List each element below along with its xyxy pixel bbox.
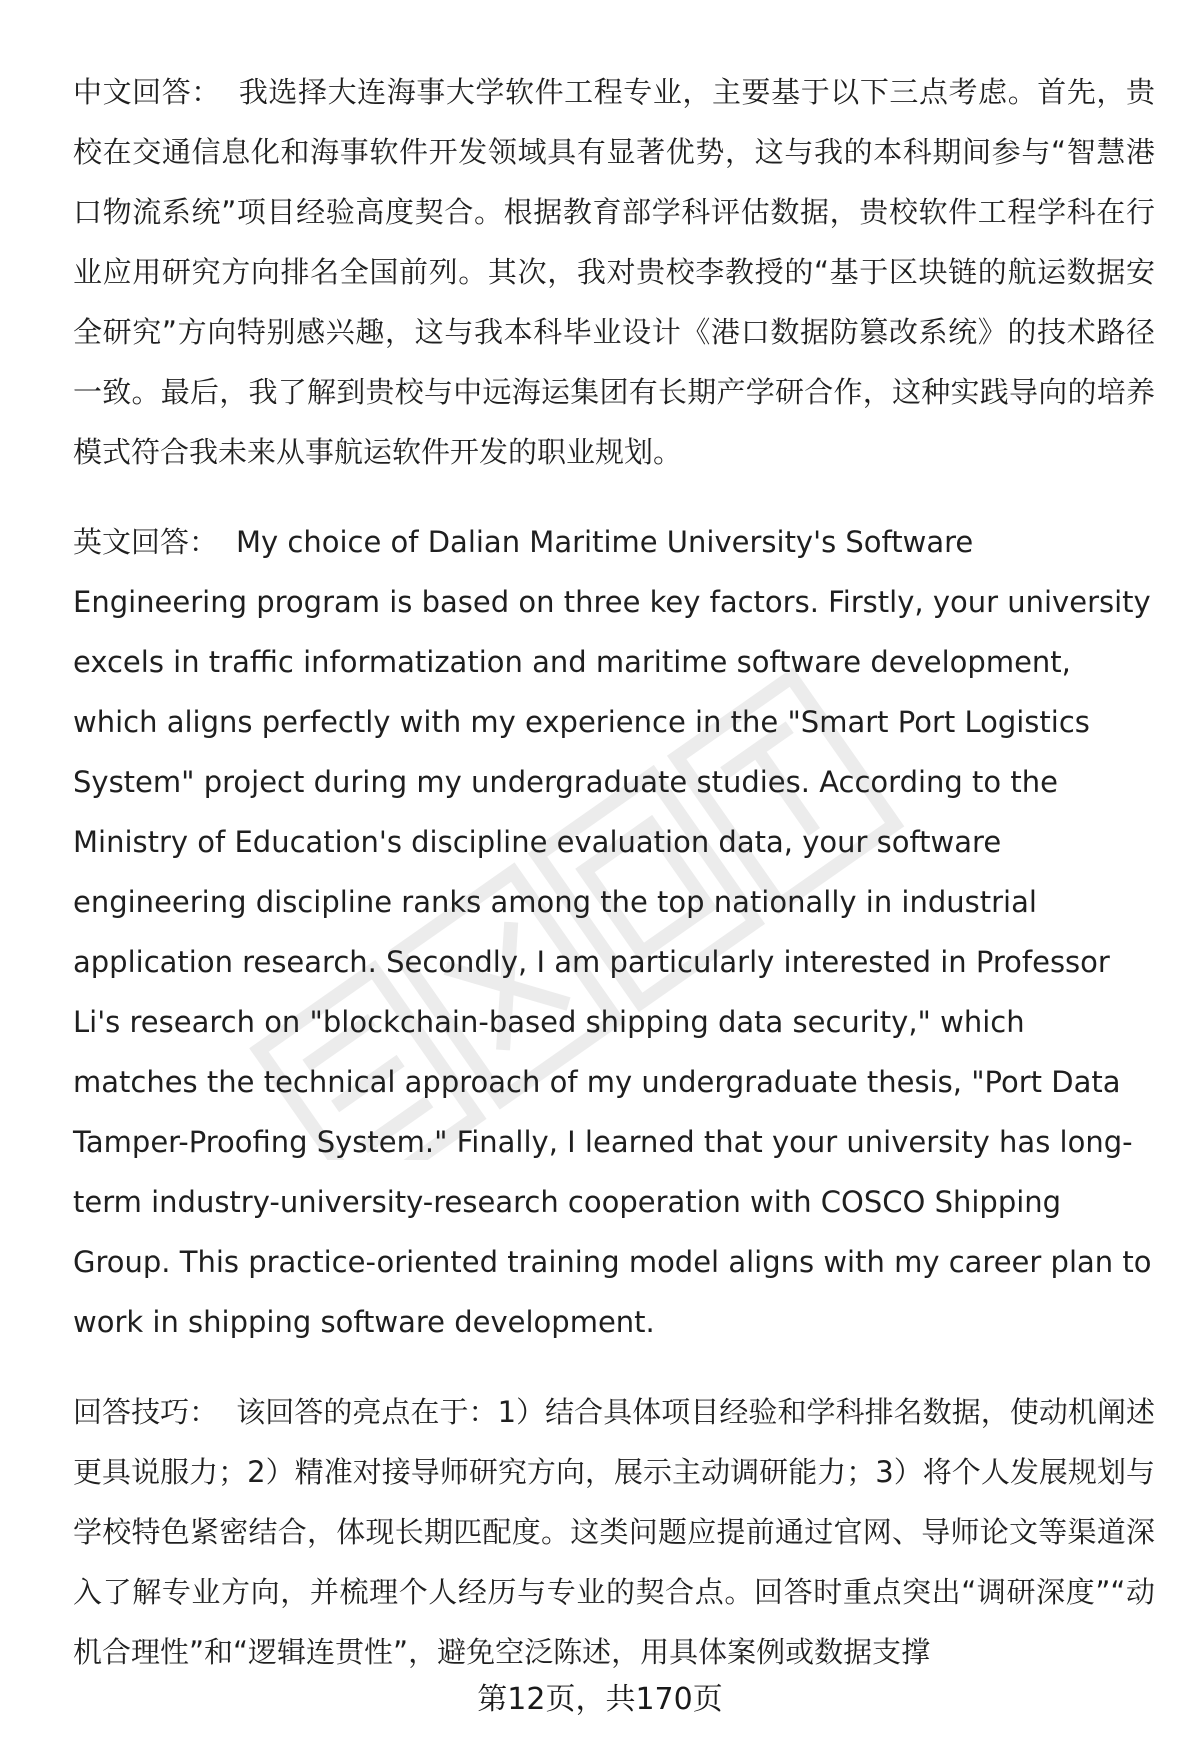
answer-tips-paragraph	[73, 1382, 1155, 1682]
english-answer-label: 英文回答：	[73, 525, 219, 559]
page-indicator: 第12页，共170页	[477, 1682, 723, 1717]
answer-tips-text: 该回答的亮点在于：1）结合具体项目经验和学科排名数据，使动机阐述更具说服力；2）精准对接导师研究方向，展示主动调研能力；3）将个人发展规划与学校特色紧密结合，体现长期匹配度。这类问题应提前通过官网、导师论文等渠道深入了解专业方向，并梳理个人经历与专业的契合点。回答时重点突出“调研深度”“动机合理性”和“逻辑连贯性”，避免空泛陈述，用具体案例或数据支撑	[73, 1395, 1155, 1669]
english-answer-paragraph	[73, 512, 1155, 1352]
chinese-answer-paragraph	[73, 62, 1155, 482]
document-body	[73, 62, 1155, 1712]
chinese-answer-text: 我选择大连海事大学软件工程专业，主要基于以下三点考虑。首先，贵校在交通信息化和海事软件开发领域具有显著优势，这与我的本科期间参与“智慧港口物流系统”项目经验高度契合。根据教育部学科评估数据，贵校软件工程学科在行业应用研究方向排名全国前列。其次，我对贵校李教授的“基于区块链的航运数据安全研究”方向特别感兴趣，这与我本科毕业设计《港口数据防篡改系统》的技术路径一致。最后，我了解到贵校与中远海运集团有长期产学研合作，这种实践导向的培养模式符合我未来从事航运软件开发的职业规划。	[73, 75, 1155, 469]
english-answer-text: My choice of Dalian Maritime University's Software Engineering program is based on three key factors. Firstly, your university excels in traffic informatization and maritime software development, which aligns perfectly with my experience in the "Smart Port Logistics System" project during my undergraduate studies. According to the Ministry of Education's discipline evaluation data, your software engineering discipline ranks among the top nationally in industrial application research. Secondly, I am particularly interested in Professor Li's research on "blockchain-based shipping data security," which matches the technical approach of my undergraduate thesis, "Port Data Tamper-Proofing System." Finally, I learned that your university has long-term industry-university-research cooperation with COSCO Shipping Group. This practice-oriented training model aligns with my career plan to work in shipping software development.	[73, 525, 1152, 1339]
chinese-answer-label: 中文回答：	[73, 75, 221, 109]
answer-tips-label: 回答技巧：	[73, 1395, 219, 1429]
